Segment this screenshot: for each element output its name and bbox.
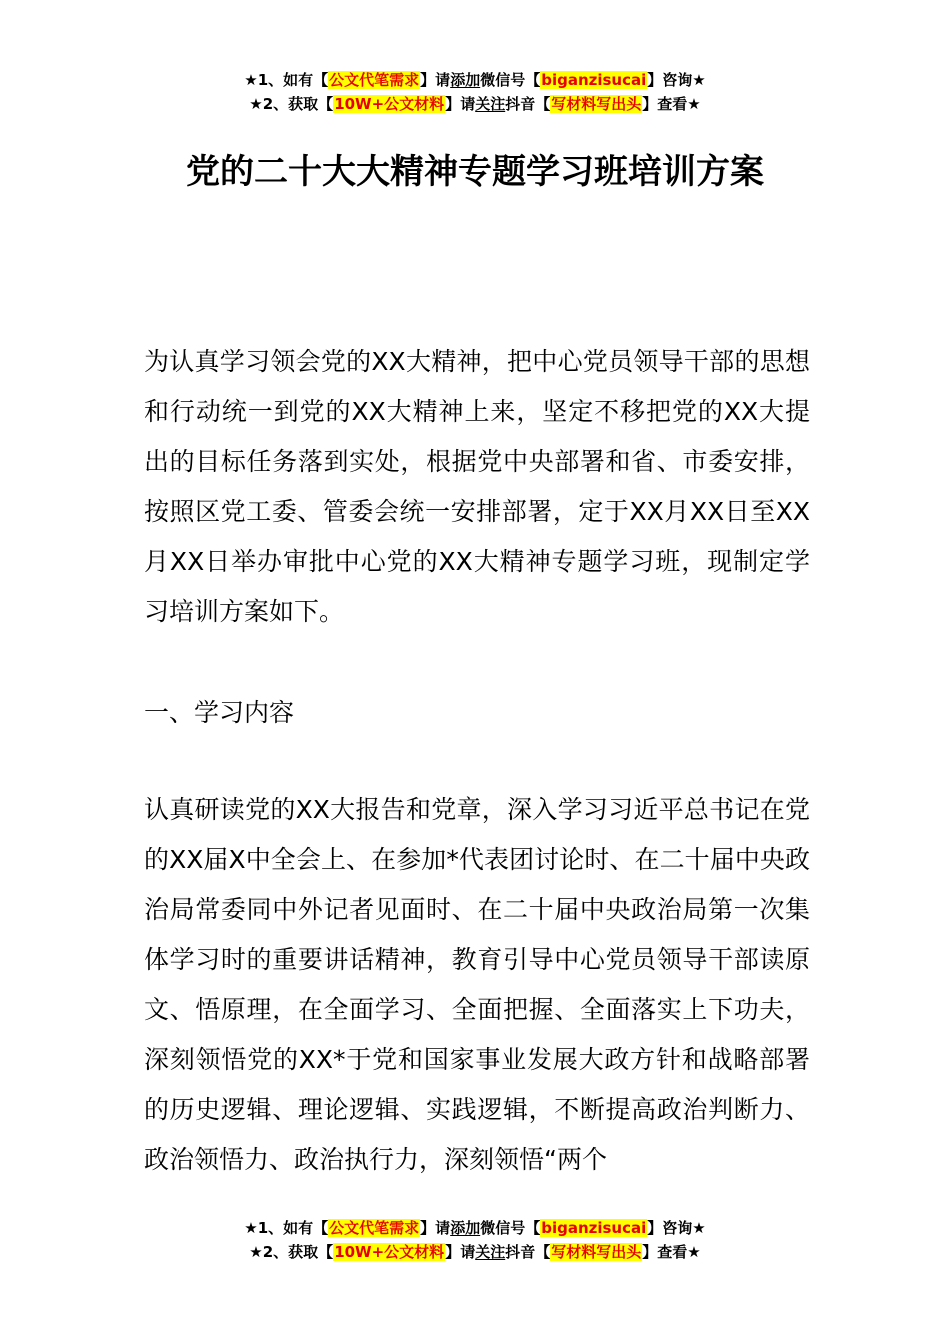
footer-banner xyxy=(0,1216,950,1264)
banner-text: 】请 xyxy=(420,71,451,89)
banner-text: 抖音【 xyxy=(505,95,551,113)
banner-line-2 xyxy=(0,1240,950,1264)
banner-text: 】请 xyxy=(445,95,476,113)
banner-text: 微信号【 xyxy=(480,71,541,89)
banner-text: 微信号【 xyxy=(480,1219,541,1237)
banner-highlight: 公文代笔需求 xyxy=(329,71,420,89)
banner-highlight: 10W+公文材料 xyxy=(334,95,445,113)
banner-highlight: 公文代笔需求 xyxy=(329,1219,420,1237)
banner-prefix: ★2、获取【 xyxy=(249,1243,334,1261)
banner-prefix: ★1、如有【 xyxy=(244,1219,329,1237)
banner-suffix: 】咨询★ xyxy=(647,71,706,89)
banner-douyin-id: 写材料写出头 xyxy=(551,1243,642,1261)
banner-suffix: 】咨询★ xyxy=(647,1219,706,1237)
banner-text: 】请 xyxy=(445,1243,476,1261)
banner-text: 抖音【 xyxy=(505,1243,551,1261)
banner-emphasis: 添加 xyxy=(450,1219,481,1237)
banner-prefix: ★2、获取【 xyxy=(249,95,334,113)
banner-text: 】请 xyxy=(420,1219,451,1237)
banner-douyin-id: 写材料写出头 xyxy=(551,95,642,113)
section-body-paragraph: 认真研读党的XX大报告和党章，深入学习习近平总书记在党的XX届X中全会上、在参加*代表团讨论时、在二十届中央政治局常委同中外记者见面时、在二十届中央政治局第一次集体学习时的重要讲话精神，教育引导中心党员领导干部读原文、悟原理，在全面学习、全面把握、全面落实上下功夫，深刻领悟党的XX*于党和国家事业发展大政方针和战略部署的历史逻辑、理论逻辑、实践逻辑，不断提高政治判断力、政治领悟力、政治执行力，深刻领悟“两个 xyxy=(144,795,810,1174)
banner-emphasis: 添加 xyxy=(450,71,481,89)
header-banner xyxy=(0,68,950,116)
banner-suffix: 】查看★ xyxy=(642,95,701,113)
banner-wechat-id: biganzisucai xyxy=(541,1219,647,1237)
banner-highlight: 10W+公文材料 xyxy=(334,1243,445,1261)
banner-prefix: ★1、如有【 xyxy=(244,71,329,89)
document-title: 党的二十大大精神专题学习班培训方案 xyxy=(186,152,764,192)
banner-line-2 xyxy=(0,92,950,116)
banner-emphasis: 关注 xyxy=(475,95,506,113)
section-heading: 一、学习内容 xyxy=(144,698,295,727)
banner-emphasis: 关注 xyxy=(475,1243,506,1261)
banner-line-1 xyxy=(0,68,950,92)
intro-paragraph: 为认真学习领会党的XX大精神，把中心党员领导干部的思想和行动统一到党的XX大精神上来，坚定不移把党的XX大提出的目标任务落到实处，根据党中央部署和省、市委安排，按照区党工委、管委会统一安排部署，定于XX月XX日至XX月XX日举办审批中心党的XX大精神专题学习班，现制定学习培训方案如下。 xyxy=(144,347,810,626)
banner-suffix: 】查看★ xyxy=(642,1243,701,1261)
banner-line-1 xyxy=(0,1216,950,1240)
banner-wechat-id: biganzisucai xyxy=(541,71,647,89)
